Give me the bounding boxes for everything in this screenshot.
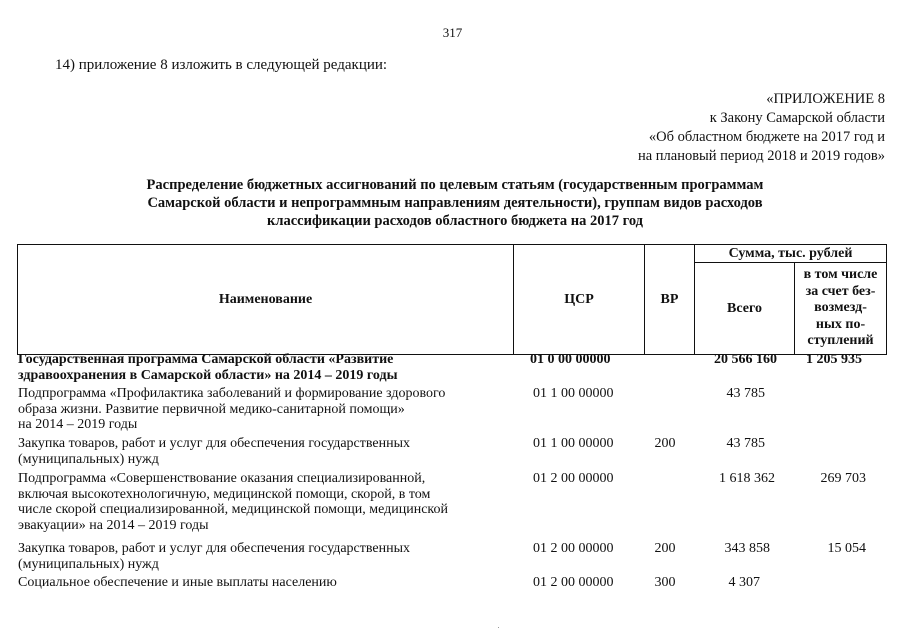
row-vr: 300 xyxy=(654,575,676,590)
appendix-line: на плановый период 2018 и 2019 годов» xyxy=(637,148,885,164)
row-name-line: числе скорой специализированной, медицинской помощи, медицинской xyxy=(18,502,449,517)
row-grant: 15 054 xyxy=(827,541,866,556)
table-row-name xyxy=(18,386,445,433)
header-sum: Сумма, тыс. рублей xyxy=(728,245,853,261)
table-row-name xyxy=(18,541,410,572)
row-csr: 01 2 00 00000 xyxy=(533,471,614,486)
title-line: Распределение бюджетных ассигнований по целевым статьям (государственным программам xyxy=(146,177,764,193)
row-name-line: на 2014 – 2019 годы xyxy=(18,417,138,432)
header-total: Всего xyxy=(727,300,762,316)
title-line: классификации расходов областного бюджета на 2017 год xyxy=(267,213,643,229)
row-csr: 01 2 00 00000 xyxy=(533,541,614,556)
header-grant-line: ных по- xyxy=(815,316,866,332)
row-name-line: Подпрограмма «Профилактика заболеваний и формирование здорового xyxy=(18,386,446,401)
row-grant: 1 205 935 xyxy=(806,352,862,367)
row-name-line: Подпрограмма «Совершенствование оказания специализированной, xyxy=(18,471,426,486)
table-row-name xyxy=(18,471,448,533)
header-vr: ВР xyxy=(660,291,679,307)
table-border-right xyxy=(886,244,887,355)
row-csr: 01 0 00 00000 xyxy=(530,352,611,367)
row-name-line: (муниципальных) нужд xyxy=(18,556,159,572)
row-total: 43 785 xyxy=(726,436,765,451)
header-csr: ЦСР xyxy=(564,291,594,307)
appendix-header xyxy=(638,90,885,166)
row-grant: 269 703 xyxy=(820,471,866,486)
budget-table-header xyxy=(17,244,887,364)
row-name-line: включая высокотехнологичную, медицинской помощи, скорой, в том xyxy=(18,486,431,502)
row-name-line: образа жизни. Развитие первичной медико-санитарной помощи» xyxy=(18,401,405,417)
row-total: 20 566 160 xyxy=(714,352,777,367)
row-csr: 01 1 00 00000 xyxy=(533,386,614,401)
title-line: Самарской области и непрограммным направлениям деятельности), группам видов расходов xyxy=(147,195,763,211)
table-row-name xyxy=(18,575,337,591)
appendix-line: к Закону Самарской области xyxy=(709,110,885,126)
row-csr: 01 1 00 00000 xyxy=(533,436,614,451)
appendix-line: «Об областном бюджете на 2017 год и xyxy=(648,129,885,145)
intro-text: 14) приложение 8 изложить в следующей редакции: xyxy=(55,57,388,73)
row-vr: 200 xyxy=(654,541,676,556)
header-name: Наименование xyxy=(218,291,313,307)
scan-speck xyxy=(498,627,499,628)
row-name-line: здравоохранения в Самарской области» на 2014 – 2019 годы xyxy=(18,367,398,383)
row-name-line: Закупка товаров, работ и услуг для обеспечения государственных xyxy=(18,436,411,451)
document-title xyxy=(60,176,850,230)
row-name-line: Социальное обеспечение и иные выплаты населению xyxy=(18,575,337,590)
row-total: 43 785 xyxy=(726,386,765,401)
row-name-line: (муниципальных) нужд xyxy=(18,451,159,467)
header-grant-line: за счет без- xyxy=(805,283,876,299)
table-row-name xyxy=(18,436,410,467)
row-name-line: Государственная программа Самарской области «Развитие xyxy=(18,352,394,367)
table-row-name xyxy=(18,352,398,383)
header-grant xyxy=(795,263,886,354)
row-name-line: Закупка товаров, работ и услуг для обеспечения государственных xyxy=(18,541,411,556)
header-grant-line: ступлений xyxy=(807,333,874,349)
row-total: 343 858 xyxy=(724,541,770,556)
row-total: 4 307 xyxy=(728,575,760,590)
header-grant-line: в том числе xyxy=(803,267,878,283)
appendix-line: «ПРИЛОЖЕНИЕ 8 xyxy=(766,91,885,107)
row-vr: 200 xyxy=(654,436,676,451)
header-grant-line: возмезд- xyxy=(814,300,867,316)
row-csr: 01 2 00 00000 xyxy=(533,575,614,590)
row-name-line: эвакуации» на 2014 – 2019 годы xyxy=(18,517,209,533)
row-total: 1 618 362 xyxy=(719,471,775,486)
page-number: 317 xyxy=(442,25,463,40)
